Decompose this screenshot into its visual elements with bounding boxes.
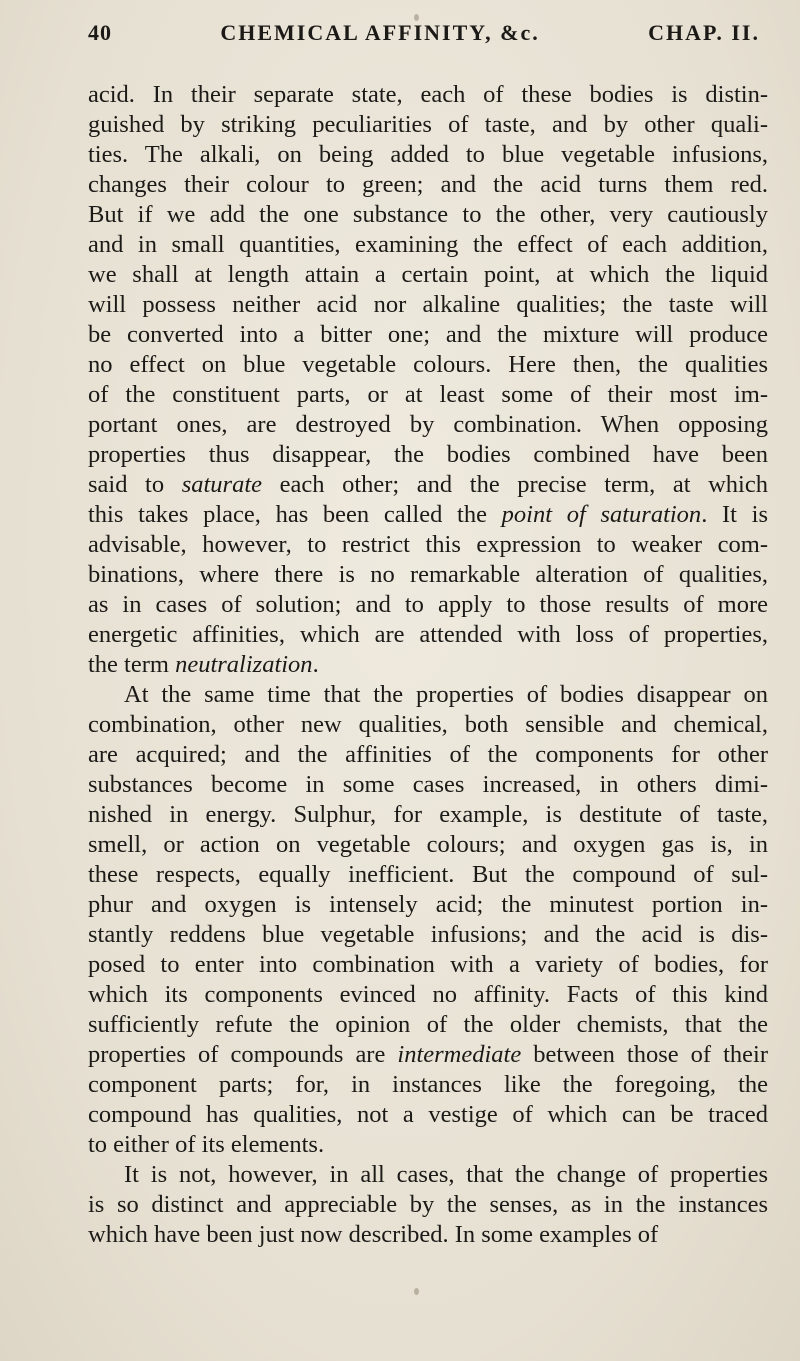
text-line: At the same time that the properties of bodies disappear on [124, 681, 768, 708]
text-line: portant ones, are destroyed by combination. When opposing [88, 411, 768, 438]
text-line: properties of compounds are intermediate between those of their [88, 1041, 768, 1068]
text-line: posed to enter into combination with a variety of bodies, for [88, 951, 768, 978]
text-line: guished by striking peculiarities of taste, and by other quali- [88, 111, 768, 138]
text-line: substances become in some cases increased, in others dimi- [88, 771, 768, 798]
text-line: But if we add the one substance to the other, very cautiously [88, 201, 768, 228]
text-line: binations, where there is no remarkable alteration of qualities, [88, 561, 768, 588]
text-line: the term neutralization. [88, 651, 319, 678]
text-line: nished in energy. Sulphur, for example, is destitute of taste, [88, 801, 768, 828]
text-line: compound has qualities, not a vestige of which can be traced [88, 1101, 768, 1128]
text-line: acid. In their separate state, each of these bodies is distin- [88, 81, 768, 108]
text-line: as in cases of solution; and to apply to those results of more [88, 591, 768, 618]
text-line: which its components evinced no affinity. Facts of this kind [88, 981, 768, 1008]
running-title: CHEMICAL AFFINITY, &c. [220, 20, 540, 45]
text-line: which have been just now described. In some examples of [88, 1221, 659, 1248]
print-speck [414, 1288, 419, 1295]
page-number: 40 [88, 20, 112, 45]
text-line: be converted into a bitter one; and the mixture will produce [88, 321, 768, 348]
running-header [88, 20, 760, 56]
text-line: advisable, however, to restrict this expression to weaker com- [88, 531, 768, 558]
text-line: this takes place, has been called the point of saturation. It is [88, 501, 768, 528]
text-line: component parts; for, in instances like the foregoing, the [88, 1071, 768, 1098]
text-line: are acquired; and the affinities of the components for other [88, 741, 768, 768]
text-line: sufficiently refute the opinion of the older chemists, that the [88, 1011, 768, 1038]
text-line: energetic affinities, which are attended with loss of properties, [88, 621, 768, 648]
text-line: we shall at length attain a certain point, at which the liquid [88, 261, 768, 288]
text-line: changes their colour to green; and the acid turns them red. [88, 171, 768, 198]
text-line: phur and oxygen is intensely acid; the minutest portion in- [88, 891, 768, 918]
text-line: will possess neither acid nor alkaline qualities; the taste will [88, 291, 768, 318]
text-line: properties thus disappear, the bodies combined have been [88, 441, 768, 468]
chapter-label: CHAP. II. [648, 20, 760, 45]
text-line: to either of its elements. [88, 1131, 325, 1158]
text-line: ties. The alkali, on being added to blue vegetable infusions, [88, 141, 768, 168]
text-line: of the constituent parts, or at least some of their most im- [88, 381, 768, 408]
text-line: combination, other new qualities, both sensible and chemical, [88, 711, 768, 738]
text-line: It is not, however, in all cases, that the change of properties [124, 1161, 768, 1188]
text-line: said to saturate each other; and the precise term, at which [88, 471, 768, 498]
text-line: is so distinct and appreciable by the senses, as in the instances [88, 1191, 768, 1218]
text-line: smell, or action on vegetable colours; and oxygen gas is, in [88, 831, 768, 858]
text-line: stantly reddens blue vegetable infusions; and the acid is dis- [88, 921, 768, 948]
text-line: and in small quantities, examining the effect of each addition, [88, 231, 768, 258]
body-text [88, 80, 768, 1250]
text-line: no effect on blue vegetable colours. Here then, the qualities [88, 351, 768, 378]
text-line: these respects, equally inefficient. But the compound of sul- [88, 861, 768, 888]
